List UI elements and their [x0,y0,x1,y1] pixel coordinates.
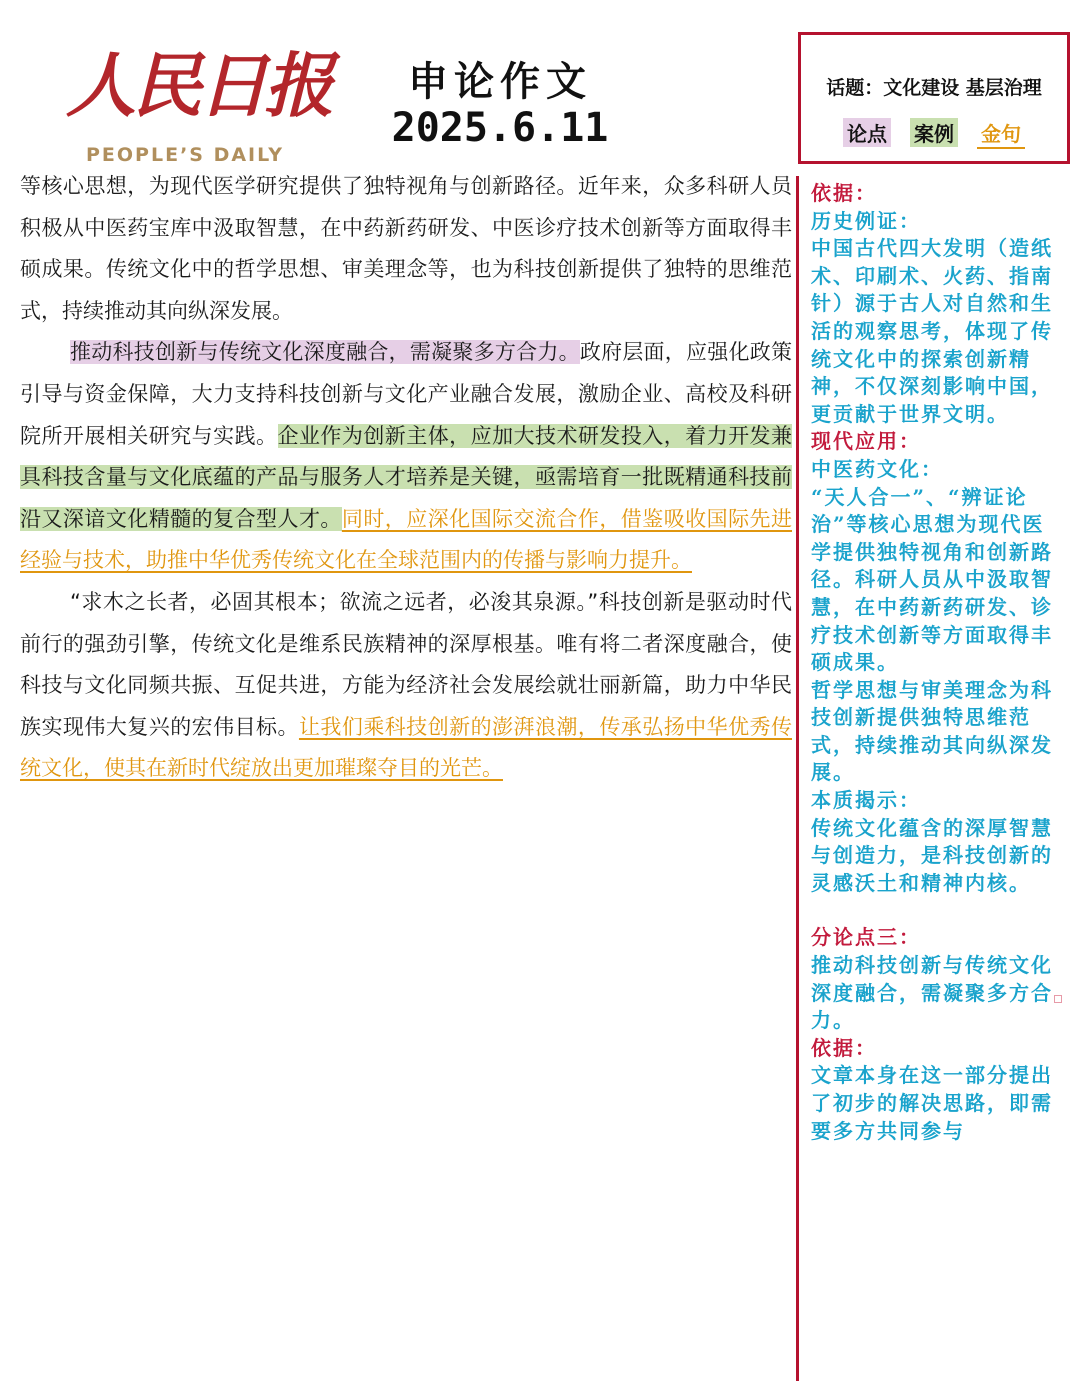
essence-text: 传统文化蕴含的深厚智慧与创造力，是科技创新的灵感沃土和精神内核。 [811,815,1053,895]
modern-label: 现代应用： [811,429,921,454]
logo-english: PEOPLE’S DAILY [86,144,285,166]
quote-highlight: 同时，应深化国际交流合作，借鉴吸收国际先进经验与技术，助推中华优秀传统文化在全球范围内的传播与影响力提升。 [20,506,793,573]
highlight-legend [801,118,1067,149]
legend-case: 案例 [910,118,958,147]
argument-highlight: 推动科技创新与传统文化深度融合，需凝聚多方合力。 [70,340,580,365]
legend-argument: 论点 [843,118,891,147]
peoples-daily-logo [66,40,330,170]
history-label: 历史例证： [811,208,921,233]
closing-quote-highlight: 让我们乘科技创新的澎湃浪潮，传承弘扬中华优秀传统文化，使其在新时代绽放出更加璀璨夺目的光芒。 [20,714,793,781]
basis-label: 依据： [811,181,877,205]
paragraph-2 [20,332,792,582]
essay-body [20,166,792,790]
philosophy-text: 哲学思想与审美理念为科技创新提供独特思维范式，持续推动其向纵深发展。 [811,677,1053,785]
paragraph-3 [20,582,792,790]
paragraph-3-text: “求木之长者，必固其根本；欲流之远者，必浚其泉源。”科技创新是驱动时代前行的强劲引擎，传统文化是维系民族精神的深厚根基。唯有将二者深度融合，使科技与文化同频共振、互促共进，方能为经济社会发展绘就壮丽新篇，助力中华民族实现伟大复兴的宏伟目标。 [20,589,792,739]
legend-quote: 金句 [977,118,1025,149]
logo-chinese: 人民日报 [66,44,330,127]
topic-text: 话题：文化建设 基层治理 [826,77,1042,99]
tcm-label: 中医药文化： [811,456,943,481]
tcm-text: “天人合一”、“辨证论治”等核心思想为现代医学提供独特视角和创新路径。科研人员从中汲取智慧，在中药新药研发、诊疗技术创新等方面取得丰硕成果。 [811,484,1053,675]
title-date: 2025.6.11 [391,105,609,151]
small-mark-icon [1054,995,1062,1003]
paragraph-1: 等核心思想，为现代医学研究提供了独特视角与创新路径。近年来，众多科研人员积极从中医药宝库中汲取智慧，在中药新药研发、中医诊疗技术创新等方面取得丰硕成果。传统文化中的哲学思想、审美理念等，也为科技创新提供了独特的思维范式，持续推动其向纵深发展。 [20,174,792,323]
paragraph-2-text: 政府层面，应强化政策引导与资金保障，大力支持科技创新与文化产业融合发展，激励企业、高校及科研院所开展相关研究与实践。 [20,340,793,448]
annotation-panel [811,180,1063,1145]
basis-label-2: 依据： [811,1035,877,1060]
history-text: 中国古代四大发明（造纸术、印刷术、火药、指南针）源于古人对自然和生活的观察思考，体现了传统文化中的探索创新精神，不仅深刻影响中国，更贡献于世界文明。 [811,236,1053,426]
topic-box [798,32,1070,164]
title-main: 申论作文 [408,58,592,105]
side-divider [796,176,799,1381]
essence-label: 本质揭示： [811,788,921,813]
page-title [360,58,640,150]
basis-text-2: 文章本身在这一部分提出了初步的解决思路，即需要多方共同参与 [811,1063,1053,1143]
case-highlight: 企业作为创新主体，应加大技术研发投入，着力开发兼具科技含量与文化底蕴的产品与服务人才培养是关键，亟需培育一批既精通科技前沿又深谙文化精髓的复合型人才。 [20,423,793,531]
sub-argument-label: 分论点三： [811,925,921,950]
sub-argument-text: 推动科技创新与传统文化深度融合，需凝聚多方合力。 [811,953,1053,1033]
